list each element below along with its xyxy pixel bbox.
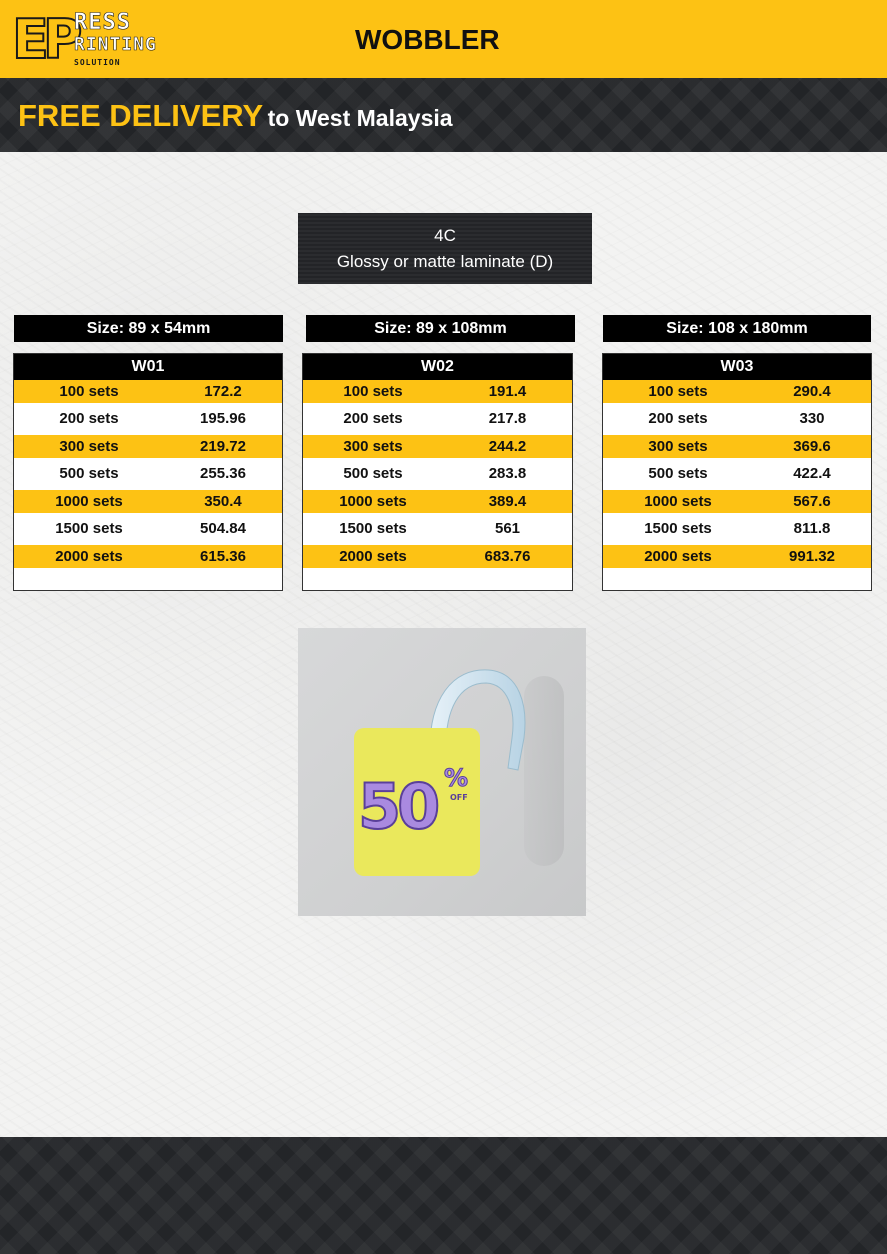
banner-text	[18, 98, 453, 134]
quantity-cell: 1500 sets	[55, 520, 123, 537]
logo-line-1: RESS	[74, 10, 131, 35]
table-row	[603, 458, 871, 490]
quantity-cell: 2000 sets	[644, 548, 712, 565]
price-cell: 567.6	[793, 493, 831, 510]
quantity-cell: 500 sets	[648, 465, 708, 482]
quantity-cell: 1500 sets	[644, 520, 712, 537]
price-cell: 389.4	[488, 493, 527, 510]
product-image	[298, 628, 586, 916]
price-cell: 350.4	[204, 493, 242, 510]
logo-mark: EP	[12, 8, 77, 71]
table-row	[303, 458, 572, 490]
logo-line-3: SOLUTION	[74, 58, 121, 67]
quantity-cell: 1000 sets	[339, 493, 407, 510]
size-label-w02: Size: 89 x 108mm	[306, 315, 575, 342]
size-label-w03: Size: 108 x 180mm	[603, 315, 871, 342]
price-cell: 369.6	[793, 438, 831, 455]
delivery-banner	[0, 78, 887, 152]
brand-logo	[12, 8, 157, 72]
spec-finish: Glossy or matte laminate (D)	[336, 252, 554, 271]
table-row	[14, 403, 282, 435]
price-cell: 330	[799, 410, 825, 427]
table-code: W01	[14, 354, 282, 380]
table-row	[303, 490, 572, 513]
price-cell: 991.32	[789, 548, 835, 565]
table-row	[14, 545, 282, 568]
banner-rest: to West Malaysia	[267, 105, 453, 131]
discount-percent: %	[444, 764, 469, 792]
table-row	[303, 513, 572, 545]
shelf-shadow	[524, 676, 564, 866]
price-cell: 219.72	[200, 438, 246, 455]
quantity-cell: 1500 sets	[339, 520, 407, 537]
discount-off: OFF	[450, 793, 468, 802]
quantity-cell: 100 sets	[59, 383, 119, 400]
quantity-cell: 500 sets	[59, 465, 119, 482]
price-cell: 683.76	[484, 548, 531, 565]
table-row	[14, 458, 282, 490]
price-table-w03	[602, 353, 872, 591]
table-row	[14, 435, 282, 458]
table-row	[303, 435, 572, 458]
price-cell: 255.36	[200, 465, 246, 482]
table-row	[603, 435, 871, 458]
price-cell: 504.84	[200, 520, 246, 537]
logo-line-2: RINTING	[74, 34, 157, 55]
price-table-w02	[302, 353, 573, 591]
quantity-cell: 1000 sets	[55, 493, 123, 510]
table-row	[303, 380, 572, 403]
quantity-cell: 2000 sets	[55, 548, 123, 565]
page-footer	[0, 1137, 887, 1254]
table-row	[603, 490, 871, 513]
page-title: WOBBLER	[355, 24, 500, 55]
quantity-cell: 500 sets	[343, 465, 403, 482]
table-row	[603, 403, 871, 435]
quantity-cell: 200 sets	[648, 410, 708, 427]
quantity-cell: 2000 sets	[339, 548, 407, 565]
page-header	[0, 0, 887, 78]
table-code: W03	[603, 354, 871, 380]
price-cell: 217.8	[488, 410, 527, 427]
table-code: W02	[303, 354, 572, 380]
table-row	[14, 513, 282, 545]
size-label-w01: Size: 89 x 54mm	[14, 315, 283, 342]
table-row	[14, 490, 282, 513]
quantity-cell: 100 sets	[648, 383, 708, 400]
price-cell: 290.4	[793, 383, 831, 400]
quantity-cell: 1000 sets	[644, 493, 712, 510]
table-row	[14, 380, 282, 403]
quantity-cell: 100 sets	[343, 383, 403, 400]
quantity-cell: 300 sets	[648, 438, 708, 455]
banner-highlight: FREE DELIVERY	[18, 98, 264, 133]
price-cell: 191.4	[488, 383, 527, 400]
spec-box	[298, 213, 592, 284]
table-row	[603, 513, 871, 545]
table-row	[603, 545, 871, 568]
price-cell: 811.8	[793, 520, 831, 537]
quantity-cell: 300 sets	[343, 438, 403, 455]
table-row	[303, 403, 572, 435]
table-row	[603, 380, 871, 403]
price-cell: 244.2	[488, 438, 527, 455]
quantity-cell: 200 sets	[59, 410, 119, 427]
discount-number: 50	[358, 770, 437, 843]
price-cell: 283.8	[488, 465, 527, 482]
wobbler-illustration	[298, 628, 586, 916]
price-table-w01	[13, 353, 283, 591]
price-cell: 422.4	[793, 465, 831, 482]
quantity-cell: 200 sets	[343, 410, 403, 427]
price-cell: 561	[494, 520, 521, 537]
price-cell: 195.96	[200, 410, 246, 427]
quantity-cell: 300 sets	[59, 438, 119, 455]
spec-colour: 4C	[434, 226, 456, 245]
table-row	[303, 545, 572, 568]
price-cell: 615.36	[200, 548, 246, 565]
price-cell: 172.2	[204, 383, 242, 400]
